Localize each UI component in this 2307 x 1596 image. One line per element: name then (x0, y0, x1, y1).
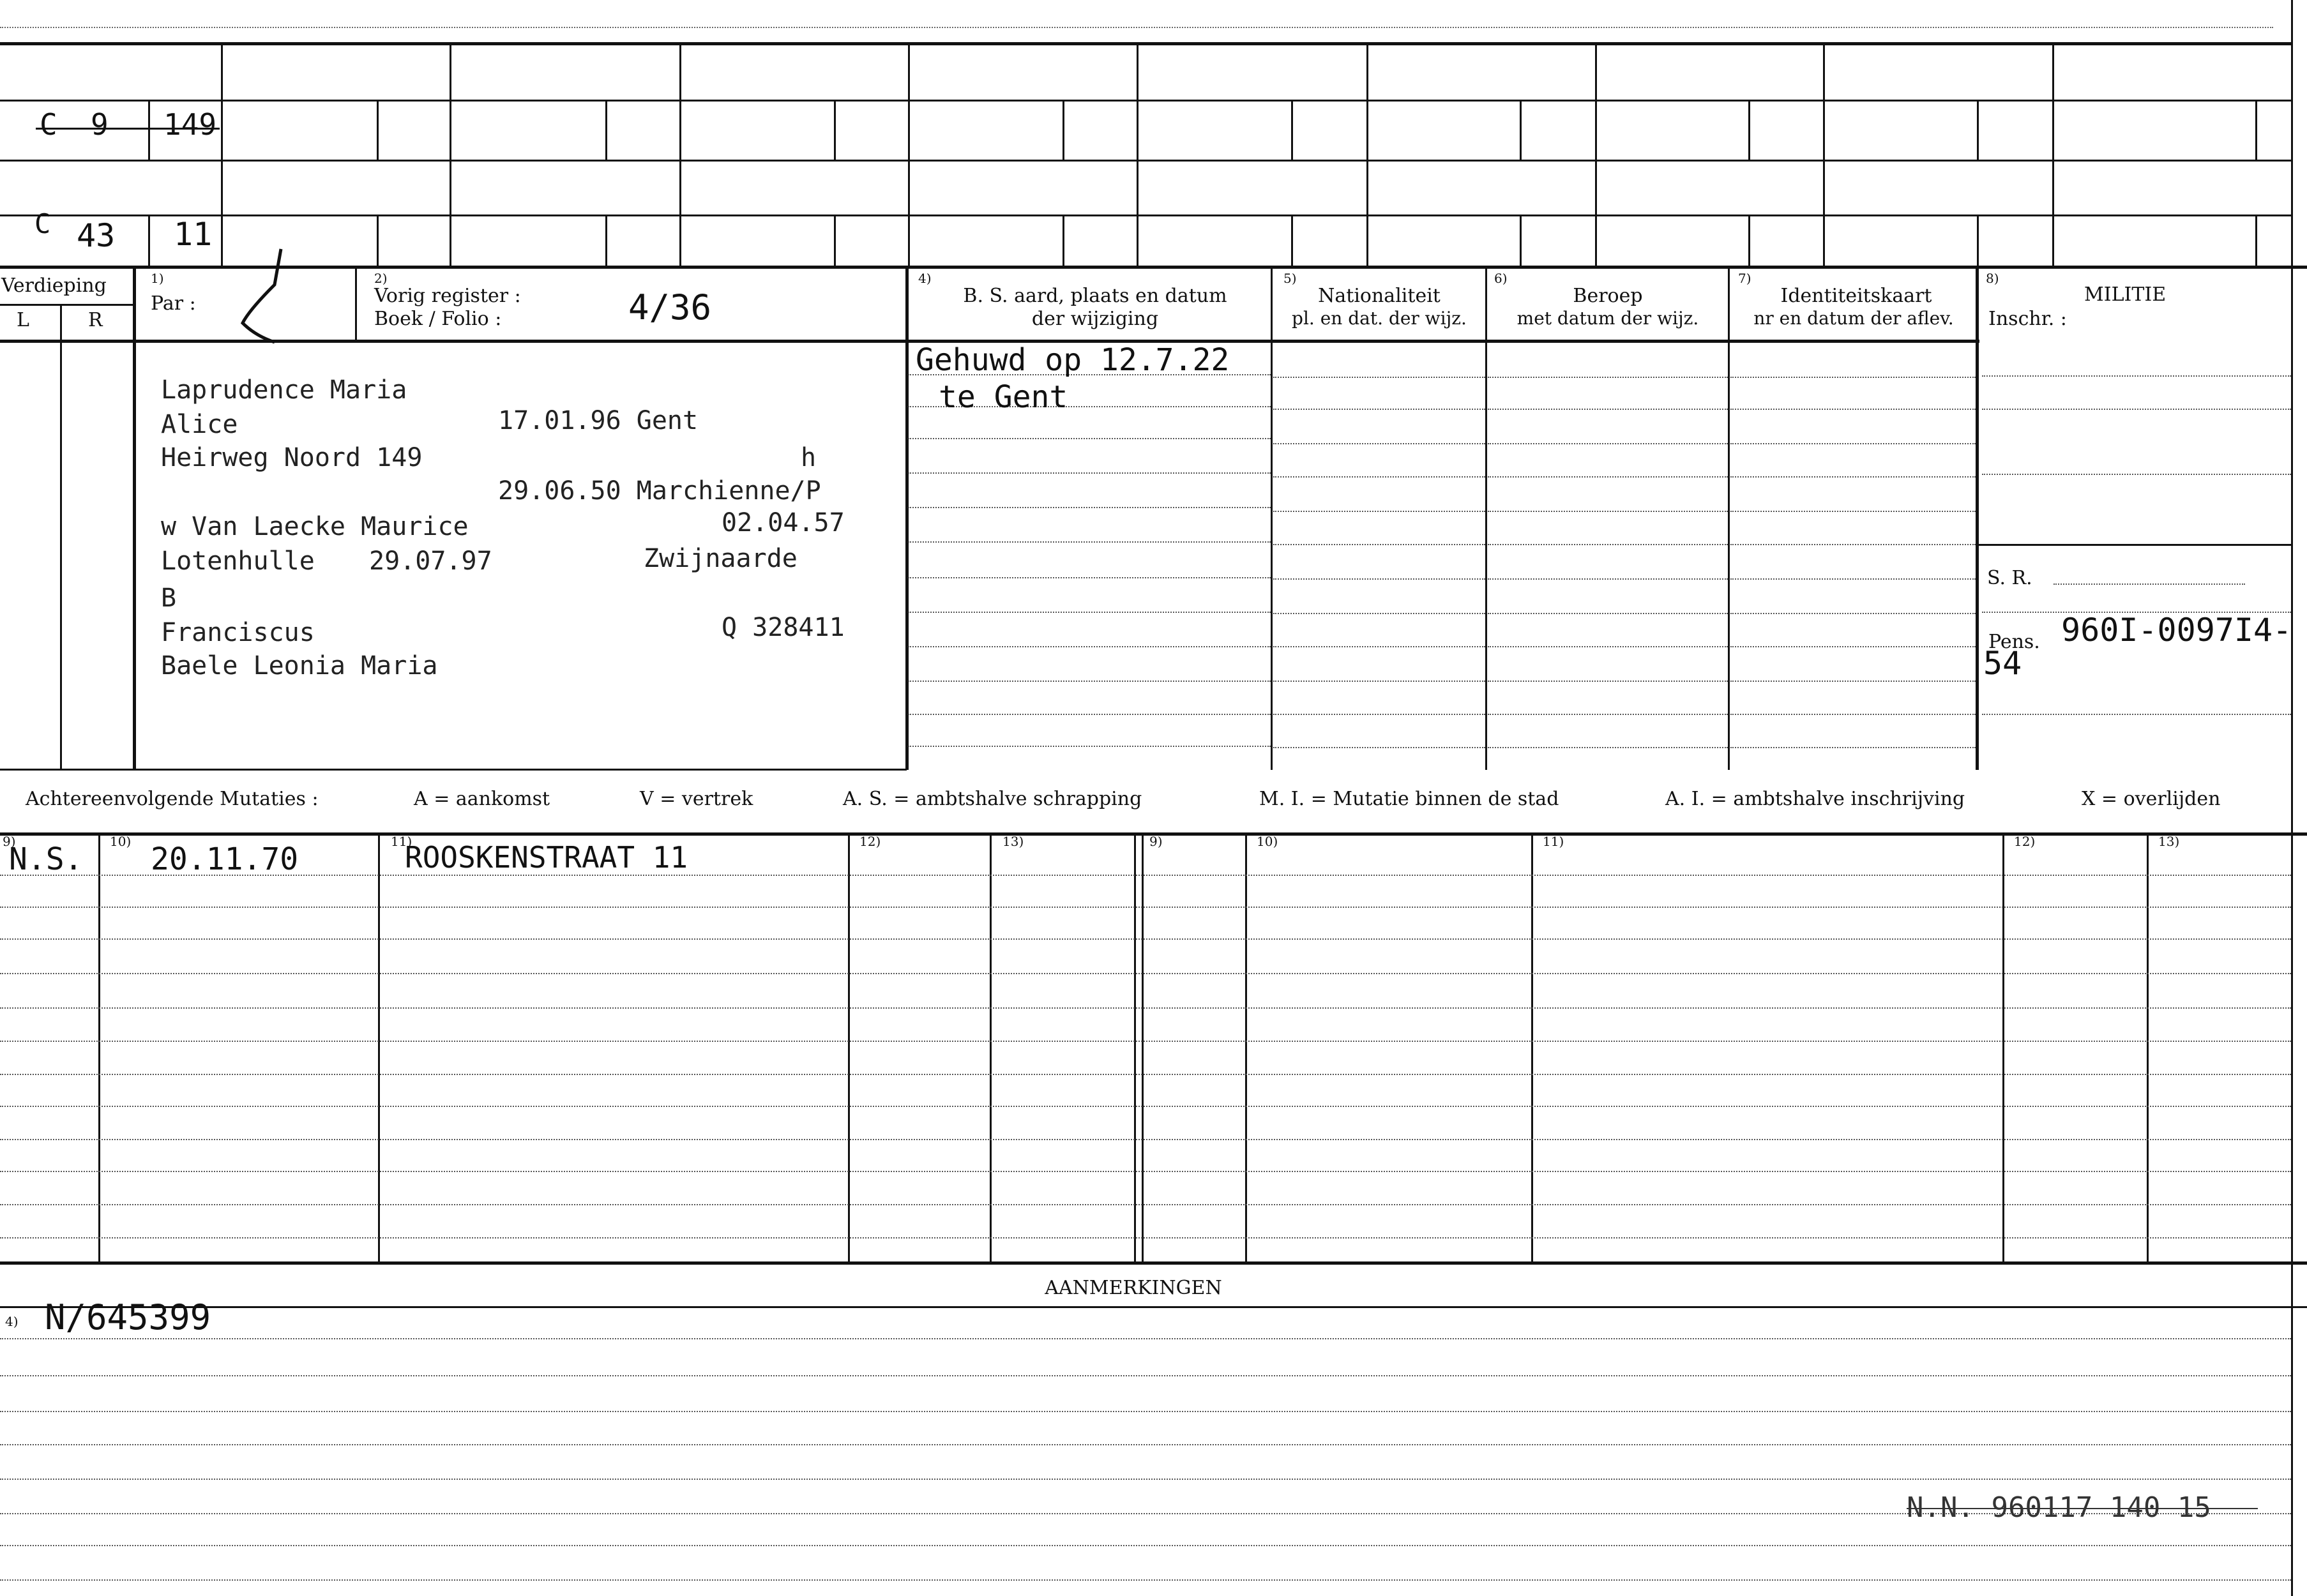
row-line (0, 1545, 2291, 1546)
person-mother: Baele Leonia Maria (161, 651, 438, 681)
grid-line (0, 160, 2292, 162)
row2-page: 11 (174, 216, 213, 253)
militie-title: MILITIE (2084, 283, 2167, 306)
grid-tick (2255, 100, 2257, 160)
row-line (0, 1237, 2291, 1238)
row-line (0, 938, 2291, 940)
row-line (1982, 409, 2291, 410)
col4-sup: 4) (918, 271, 932, 286)
person-name: Laprudence Maria (161, 375, 407, 405)
row-line (1273, 747, 1485, 748)
grid-divider (908, 42, 910, 266)
row-line (1730, 377, 1976, 378)
aanmerkingen-title: AANMERKINGEN (1045, 1277, 1222, 1299)
person-line4: 29.06.50 Marchienne/P (498, 476, 821, 506)
legend-as: A. S. = ambtshalve schrapping (843, 788, 1142, 810)
strike-line (36, 128, 220, 130)
boek-label: Boek / Folio : (374, 308, 502, 330)
row-line (908, 507, 1271, 508)
row1-num: 9 (91, 107, 109, 142)
mutaties-title: Achtereenvolgende Mutaties : (26, 788, 319, 810)
row-line (1730, 578, 1976, 580)
r-label: R (88, 309, 103, 331)
mut-divider (990, 832, 992, 1261)
col8-sup: 8) (1986, 271, 1999, 286)
col4-header-2: der wijziging (1031, 308, 1159, 330)
row-line (908, 438, 1271, 439)
row-line (1488, 681, 1728, 682)
grid-tick (834, 215, 836, 266)
col10-sup-right: 10) (1257, 834, 1278, 849)
legend-mi: M. I. = Mutatie binnen de stad (1259, 788, 1559, 810)
grid-tick (834, 100, 836, 160)
row-line (1273, 476, 1485, 478)
grid-bottom-border (0, 266, 2307, 269)
divider-person (905, 266, 909, 770)
col6-sup: 6) (1494, 271, 1508, 286)
grid-tick (605, 215, 607, 266)
grid-tick (1977, 215, 1979, 266)
legend-x: X = overlijden (2082, 788, 2221, 810)
mut-divider (2002, 832, 2004, 1261)
aanmerkingen-sup: 4) (5, 1314, 19, 1329)
row2-prefix: C (34, 208, 51, 239)
row-line (1982, 714, 2291, 715)
mut-divider (848, 832, 850, 1261)
mut-divider (98, 832, 100, 1261)
row-line (1730, 646, 1976, 647)
row-line (1273, 613, 1485, 614)
person-firstname: Alice (161, 410, 238, 439)
person-mark-h: h (801, 443, 817, 472)
legend-ai: A. I. = ambtshalve inschrijving (1665, 788, 1965, 810)
grid-tick (1063, 215, 1064, 266)
inschr-label: Inschr. : (1988, 308, 2067, 330)
col13-sup-right: 13) (2158, 834, 2180, 849)
grid-tick (1520, 100, 1522, 160)
row-line (1488, 377, 1728, 378)
row-line (1730, 443, 1976, 444)
row-line (1273, 646, 1485, 647)
row-line (1488, 443, 1728, 444)
grid-line (0, 215, 2292, 216)
row-line (1488, 747, 1728, 748)
grid-tick (1748, 215, 1750, 266)
row-line (0, 973, 2291, 974)
grid-divider (1823, 42, 1825, 266)
mut-divider (378, 832, 380, 1261)
row-line (0, 1074, 2291, 1075)
pens-value: 960I-0097I4- (2061, 612, 2292, 649)
grid-divider (221, 42, 223, 266)
row-line (0, 1106, 2291, 1107)
grid-tick (377, 215, 379, 266)
person-birth: 17.01.96 Gent (498, 406, 699, 435)
row-line (1273, 377, 1485, 378)
mut-divider (1245, 832, 1247, 1261)
col12-sup: 12) (859, 834, 881, 849)
divider-col5 (1485, 266, 1487, 770)
row-line (1730, 544, 1976, 545)
mut-divider (1531, 832, 1533, 1261)
aanmerking-note: N/645399 (45, 1297, 211, 1337)
row-line (0, 1375, 2291, 1376)
row-line (1730, 714, 1976, 715)
col10-sup: 10) (110, 834, 132, 849)
par-label: Par : (151, 292, 196, 315)
pens-value-continued: 54 (1983, 645, 2022, 682)
nn-number: N.N. 960117 140 15 (1907, 1491, 2211, 1524)
row-line (1488, 476, 1728, 478)
row-line (0, 1338, 2291, 1339)
col11-sup: 11) (391, 834, 412, 849)
col13-sup: 13) (1002, 834, 1024, 849)
mutation-address: ROOSKENSTRAAT 11 (405, 840, 688, 875)
col9-sup-right: 9) (1149, 834, 1163, 849)
row-line (1488, 409, 1728, 410)
row-line (908, 472, 1271, 474)
person-spouse-date: 02.04.57 (722, 508, 845, 538)
pens-label: Pens. (1988, 631, 2040, 653)
right-border (2291, 0, 2293, 1596)
col9-sup: 9) (3, 834, 16, 849)
grid-tick (1977, 100, 1979, 160)
par-sup: 1) (151, 271, 164, 286)
mut-divider (1142, 832, 1144, 1261)
divider-verdieping (133, 266, 136, 770)
militie-line (1978, 544, 2291, 546)
row-line (1488, 511, 1728, 512)
row-line (1488, 544, 1728, 545)
grid-divider (2052, 42, 2054, 266)
col7-header-1: Identiteitskaart (1780, 285, 1932, 307)
row-line (0, 907, 2291, 908)
row-line (908, 577, 1271, 578)
row1-prefix: C (40, 107, 57, 142)
col7-sup: 7) (1738, 271, 1751, 286)
grid-tick (1291, 100, 1293, 160)
divider-col4 (1271, 266, 1273, 770)
divider-l-r (60, 304, 62, 770)
person-spouse-birth: 29.07.97 (369, 546, 492, 576)
row-line (1273, 714, 1485, 715)
col5-header-1: Nationaliteit (1318, 285, 1441, 307)
legend-v: V = vertrek (640, 788, 753, 810)
legend-a: A = aankomst (414, 788, 550, 810)
row-line (1488, 578, 1728, 580)
row-line (1730, 409, 1976, 410)
aanmerkingen-title-line (0, 1306, 2307, 1308)
row-line (0, 1579, 2291, 1581)
row-line (908, 612, 1271, 613)
grid-tick (1748, 100, 1750, 160)
grid-divider (450, 42, 451, 266)
grid-tick (2255, 215, 2257, 266)
person-id: Q 328411 (722, 613, 845, 642)
row-line (908, 646, 1271, 647)
grid-top-border (0, 42, 2292, 45)
grid-tick (148, 100, 150, 160)
col7-header-2: nr en datum der aflev. (1753, 308, 1954, 329)
row-line (1730, 476, 1976, 478)
verdieping-label: Verdieping (1, 275, 107, 297)
row-line (1488, 646, 1728, 647)
row-line (1488, 714, 1728, 715)
row-line (1982, 474, 2291, 475)
mutation-type: N.S. (9, 841, 83, 877)
row-line (0, 1007, 2291, 1009)
row-line (908, 681, 1271, 682)
row-line (1730, 747, 1976, 748)
grid-tick (1520, 215, 1522, 266)
col12-sup-right: 12) (2014, 834, 2036, 849)
row-line (1982, 375, 2291, 377)
row-line (1273, 681, 1485, 682)
row-line (908, 541, 1271, 543)
mut-divider (1134, 832, 1136, 1261)
row-line (908, 746, 1271, 747)
row1-page: 149 (163, 107, 217, 142)
row-line (1273, 544, 1485, 545)
row-line (0, 1444, 2291, 1445)
wijziging-line2: te Gent (939, 379, 1068, 415)
row-line (1273, 578, 1485, 580)
row-line (1273, 443, 1485, 444)
row-line (1273, 511, 1485, 512)
grid-tick (1063, 100, 1064, 160)
sr-field (2054, 583, 2245, 585)
sr-label: S. R. (1987, 567, 2032, 589)
row-line (1730, 681, 1976, 682)
l-label: L (17, 309, 29, 331)
row-line (0, 1479, 2291, 1480)
grid-tick (605, 100, 607, 160)
block-bottom-line (0, 769, 907, 771)
col11-sup-right: 11) (1543, 834, 1564, 849)
person-spouse-place: Lotenhulle (161, 546, 315, 576)
grid-divider (1595, 42, 1597, 266)
person-father: Franciscus (161, 618, 315, 647)
mut-divider (2147, 832, 2149, 1261)
person-spouse: w Van Laecke Maurice (161, 512, 469, 541)
person-address: Heirweg Noord 149 (161, 443, 423, 472)
row-line (0, 1041, 2291, 1042)
mutation-date: 20.11.70 (151, 841, 299, 877)
row-line (1273, 409, 1485, 410)
grid-divider (1137, 42, 1138, 266)
header-line (0, 304, 134, 306)
col6-header-2: met datum der wijz. (1517, 308, 1699, 329)
divider-col7 (1976, 266, 1979, 770)
mutaties-bottom-border (0, 1261, 2307, 1265)
col5-header-2: pl. en dat. der wijz. (1292, 308, 1467, 329)
vorig-label: Vorig register : (374, 285, 521, 307)
vorig-sup: 2) (374, 271, 388, 286)
grid-divider (679, 42, 681, 266)
divider-col6 (1728, 266, 1730, 770)
par-handwritten-mark (230, 246, 300, 349)
col4-header-1: B. S. aard, plaats en datum (963, 285, 1227, 307)
wijziging-line1: Gehuwd op 12.7.22 (916, 342, 1230, 378)
col5-sup: 5) (1283, 271, 1297, 286)
person-line7: B (161, 583, 177, 613)
top-dotted-line (0, 27, 2273, 28)
person-place: Zwijnaarde (644, 544, 798, 573)
row-line (0, 1171, 2291, 1172)
grid-tick (1291, 215, 1293, 266)
row-line (0, 875, 2291, 876)
row-line (1488, 613, 1728, 614)
grid-tick (148, 215, 150, 266)
col6-header-1: Beroep (1573, 285, 1643, 307)
grid-divider (1366, 42, 1368, 266)
row-line (0, 1139, 2291, 1140)
divider-par (355, 266, 357, 340)
grid-line (0, 100, 2292, 102)
boek-value: 4/36 (628, 287, 712, 327)
row2-num: 43 (77, 217, 116, 254)
row-line (1730, 613, 1976, 614)
row-line (0, 1204, 2291, 1205)
row-line (0, 1411, 2291, 1412)
grid-tick (377, 100, 379, 160)
row-line (908, 714, 1271, 715)
nn-strike-line (1907, 1508, 2258, 1509)
row-line (1730, 511, 1976, 512)
